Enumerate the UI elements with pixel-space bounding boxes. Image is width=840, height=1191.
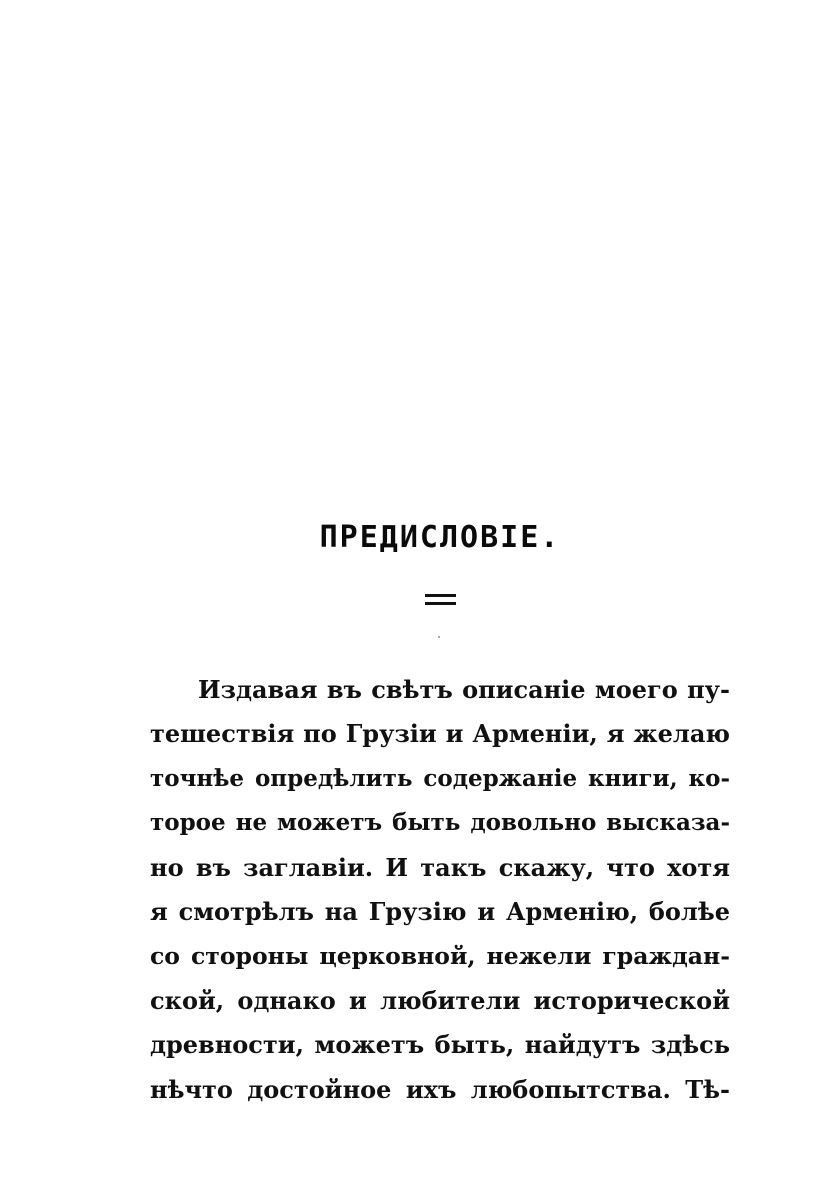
text-line: я смотрѣлъ на Грузію и Арменію, болѣе (150, 896, 730, 926)
text-line: тешествія по Грузіи и Арменіи, я желаю (150, 719, 730, 749)
rule-bar-bottom (425, 602, 456, 605)
body-paragraph (150, 668, 730, 1112)
text-line: древности, можетъ быть, найдутъ здѣсь (150, 1030, 730, 1060)
rule-bar-top (425, 594, 456, 597)
text-line: нѣчто достойное ихъ любопытства. Тѣ- (150, 1074, 730, 1104)
text-line: Издавая въ свѣтъ описаніе моего пу- (198, 675, 730, 704)
text-line: со стороны церковной, нежели граждан- (150, 942, 730, 971)
text-line: точнѣе опредѣлить содержаніе книги, ко- (150, 764, 730, 792)
text-line: торое не можетъ быть довольно высказа- (150, 809, 730, 837)
text-line: ской, однако и любители исторической (150, 985, 730, 1015)
chapter-heading: ПРЕДИСЛОВІЕ. (319, 520, 561, 555)
double-rule-ornament (425, 594, 456, 606)
text-line: но въ заглавіи. И такъ скажу, что хотя (150, 852, 730, 882)
print-speck (438, 636, 440, 638)
